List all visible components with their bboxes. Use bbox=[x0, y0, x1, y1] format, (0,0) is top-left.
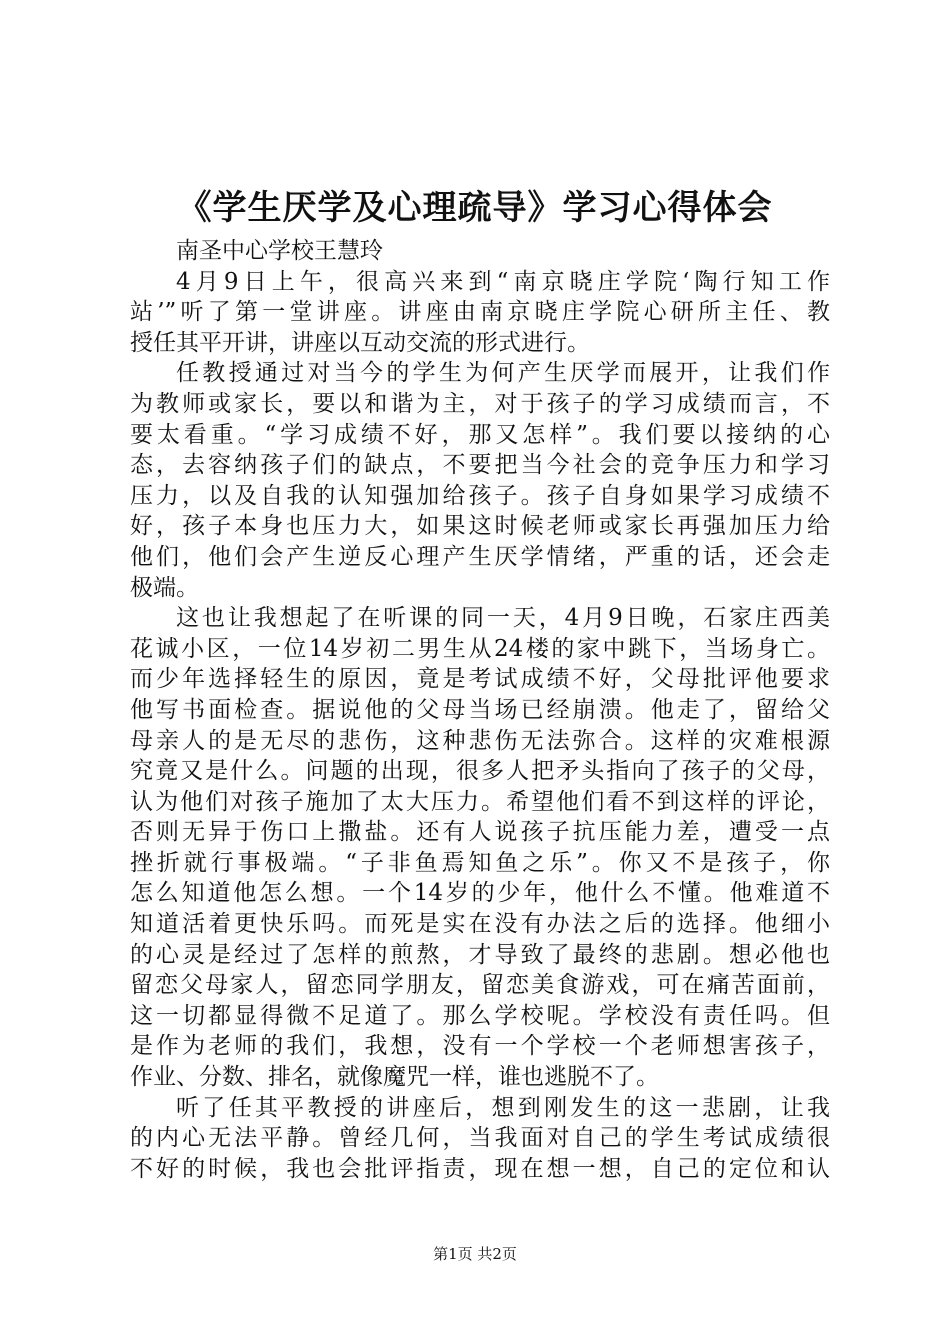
text-line: 为教师或家长，要以和谐为主，对于孩子的学习成绩而言，不 bbox=[130, 390, 830, 417]
document-title: 《学生厌学及心理疏导》学习心得体会 bbox=[177, 188, 773, 228]
page-number-footer: 第1页 共2页 bbox=[433, 1245, 517, 1263]
text-line: 究竟又是什么。问题的出现，很多人把矛头指向了孩子的父母， bbox=[130, 758, 830, 785]
document-body bbox=[130, 236, 830, 1184]
text-line: 听了任其平教授的讲座后，想到刚发生的这一悲剧，让我 bbox=[176, 1094, 830, 1121]
text-line: 知道活着更快乐吗。而死是实在没有办法之后的选择。他细小 bbox=[130, 911, 830, 938]
text-line: 怎么知道他怎么想。一个14岁的少年，他什么不懂。他难道不 bbox=[130, 880, 830, 907]
text-line: 要太看重。“学习成绩不好，那又怎样”。我们要以接纳的心 bbox=[130, 421, 830, 448]
text-line: 授任其平开讲，讲座以互动交流的形式进行。 bbox=[130, 329, 590, 356]
author-line: 南圣中心学校王慧玲 bbox=[176, 238, 383, 264]
text-line: 不好的时候，我也会批评指责，现在想一想，自己的定位和认 bbox=[130, 1155, 830, 1182]
text-line: 否则无异于伤口上撒盐。还有人说孩子抗压能力差，遭受一点 bbox=[130, 819, 830, 846]
text-line: 是作为老师的我们，我想，没有一个学校一个老师想害孩子， bbox=[130, 1033, 830, 1060]
text-line: 态，去容纳孩子们的缺点，不要把当今社会的竞争压力和学习 bbox=[130, 452, 830, 479]
text-line: 作业、分数、排名，就像魔咒一样，谁也逃脱不了。 bbox=[130, 1064, 659, 1091]
text-line: 这也让我想起了在听课的同一天，4月9日晚，石家庄西美 bbox=[176, 605, 830, 632]
text-line: 而少年选择轻生的原因，竟是考试成绩不好，父母批评他要求 bbox=[130, 666, 830, 693]
text-line: 的心灵是经过了怎样的煎熬，才导致了最终的悲剧。想必他也 bbox=[130, 941, 830, 968]
text-line: 压力，以及自我的认知强加给孩子。孩子自身如果学习成绩不 bbox=[130, 482, 830, 509]
text-line: 认为他们对孩子施加了太大压力。希望他们看不到这样的评论， bbox=[130, 788, 830, 815]
text-line: 母亲人的是无尽的悲伤，这种悲伤无法弥合。这样的灾难根源 bbox=[130, 727, 830, 754]
text-line: 好，孩子本身也压力大，如果这时候老师或家长再强加压力给 bbox=[130, 513, 830, 540]
text-line: 花诚小区，一位14岁初二男生从24楼的家中跳下，当场身亡。 bbox=[130, 635, 830, 662]
text-line: 他们，他们会产生逆反心理产生厌学情绪，严重的话，还会走 bbox=[130, 543, 830, 570]
text-line: 这一切都显得微不足道了。那么学校呢。学校没有责任吗。但 bbox=[130, 1002, 830, 1029]
text-line: 的内心无法平静。曾经几何，当我面对自己的学生考试成绩很 bbox=[130, 1125, 830, 1152]
text-line: 任教授通过对当今的学生为何产生厌学而展开，让我们作 bbox=[176, 360, 830, 387]
text-line: 站’”听了第一堂讲座。讲座由南京晓庄学院心研所主任、教 bbox=[130, 299, 830, 326]
text-line: 极端。 bbox=[130, 574, 199, 601]
text-line: 挫折就行事极端。“子非鱼焉知鱼之乐”。你又不是孩子，你 bbox=[130, 849, 830, 876]
text-line: 4月9日上午，很高兴来到“南京晓庄学院‘陶行知工作 bbox=[176, 268, 830, 295]
text-line: 他写书面检查。据说他的父母当场已经崩溃。他走了，留给父 bbox=[130, 696, 830, 723]
text-line: 留恋父母家人，留恋同学朋友，留恋美食游戏，可在痛苦面前， bbox=[130, 972, 830, 999]
